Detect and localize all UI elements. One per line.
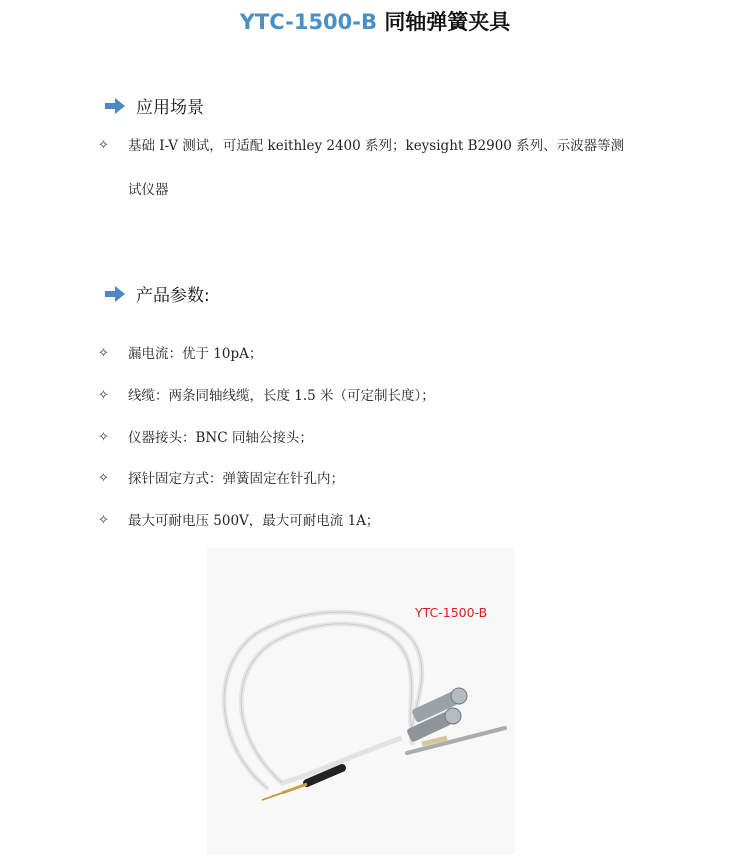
list-item-text: 基础 I-V 测试，可适配 keithley 2400 系列；keysight B2900 系列、示波器等测 <box>128 138 625 154</box>
list-item <box>98 428 668 448</box>
list-item-text: 最大可耐电压 500V，最大可耐电流 1A； <box>128 513 380 529</box>
list-item-text: 线缆：两条同轴线缆，长度 1.5 米（可定制长度）； <box>128 388 435 404</box>
section-heading-parameters <box>104 281 210 306</box>
diamond-star-icon: ✧ <box>98 346 109 361</box>
page-title <box>0 6 750 36</box>
diamond-star-icon: ✧ <box>98 471 109 486</box>
title-name: 同轴弹簧夹具 <box>384 10 511 34</box>
coaxial-cable-illustration <box>207 548 515 854</box>
diamond-star-icon: ✧ <box>98 430 109 445</box>
list-item-continuation: 试仪器 <box>128 182 169 198</box>
list-item-text: 仪器接头：BNC 同轴公接头； <box>128 430 313 446</box>
product-photo <box>207 548 515 854</box>
section-heading-label: 应用场景 <box>136 98 204 118</box>
list-item-text: 漏电流：优于 10pA； <box>128 346 263 362</box>
diamond-star-icon: ✧ <box>98 388 109 403</box>
list-item <box>98 344 668 364</box>
list-item <box>98 511 668 531</box>
list-item <box>98 469 668 489</box>
right-arrow-icon <box>104 286 126 302</box>
diamond-star-icon: ✧ <box>98 138 109 153</box>
title-model: YTC-1500-B <box>239 10 377 34</box>
right-arrow-icon <box>104 98 126 114</box>
diamond-star-icon: ✧ <box>98 513 109 528</box>
section-heading-application <box>104 93 204 118</box>
photo-label: YTC-1500-B <box>415 605 488 620</box>
list-item-text: 探针固定方式：弹簧固定在针孔内； <box>128 471 344 487</box>
list-item <box>98 386 668 406</box>
section-heading-label: 产品参数: <box>136 286 210 306</box>
list-item <box>98 136 668 156</box>
